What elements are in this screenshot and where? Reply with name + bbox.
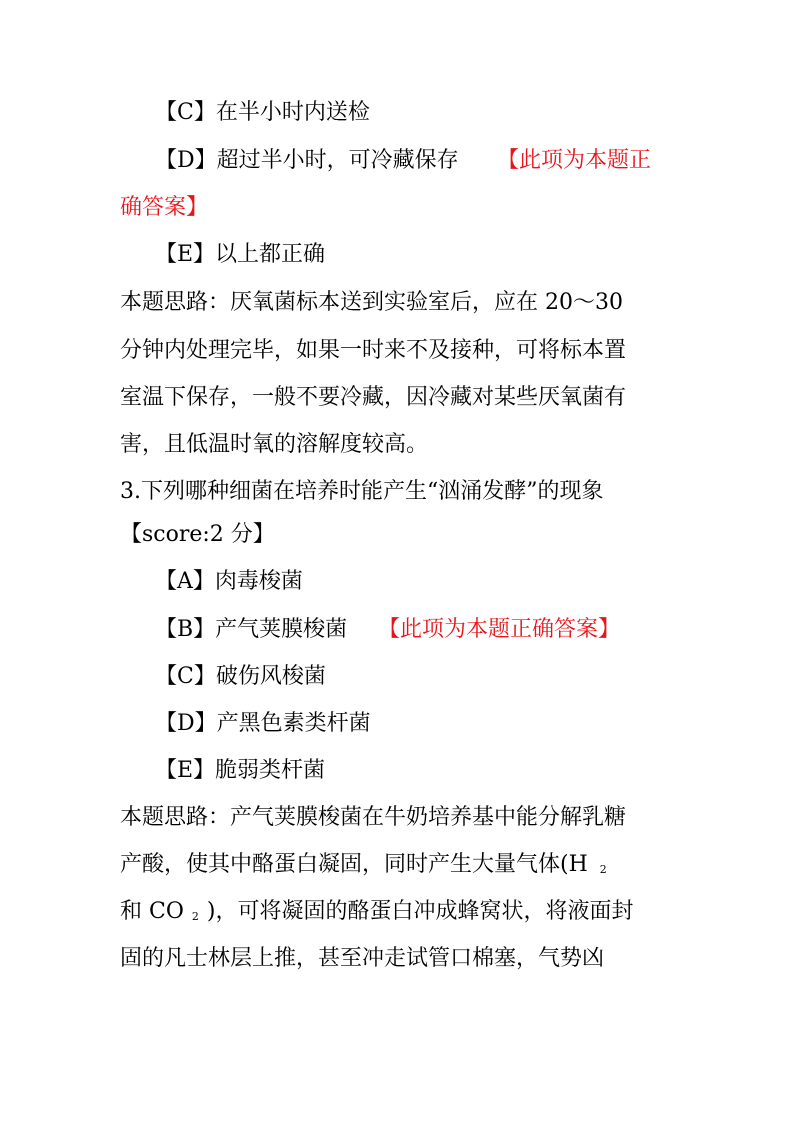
q3-score: 【score:2 分】 [120,522,275,547]
q3-explanation-line-1: 本题思路：产气荚膜梭菌在牛奶培养基中能分解乳糖 [120,805,627,830]
q3-explanation-line-3 [120,897,633,932]
subscript-2: 2 [599,863,607,876]
q3-option-b [155,615,621,645]
q3-explanation-line-3-start: 和 CO [120,899,184,924]
q3-option-e: 【E】脆弱类杆菌 [155,758,326,783]
q3-explanation-line-4: 固的凡士林层上推，甚至冲走试管口棉塞，气势凶 [120,946,605,971]
q3-option-d: 【D】产黑色素类杆菌 [155,711,371,736]
q3-question: 3.下列哪种细菌在培养时能产生“汹涌发酵”的现象 [120,479,604,504]
q3-explanation-line-3-end: )，可将凝固的酪蛋白冲成蜂窝状，将液面封 [206,899,634,924]
q3-explanation-line-2 [120,850,607,885]
q2-option-c: 【C】在半小时内送检 [155,100,370,125]
q2-option-d [155,146,652,176]
q2-explanation-line-3: 室温下保存，一般不要冷藏，因冷藏对某些厌氧菌有 [120,385,627,410]
subscript-2-co2: 2 [191,910,199,923]
q3-option-c: 【C】破伤风梭菌 [155,664,326,689]
q2-option-d-text: 【D】超过半小时，可冷藏保存 [155,148,459,173]
q3-option-b-text: 【B】产气荚膜梭菌 [155,617,348,642]
q2-answer-tag-continued: 确答案】 [120,195,209,220]
q2-explanation-line-2: 分钟内处理完毕，如果一时来不及接种，可将标本置 [120,338,627,363]
q3-answer-tag: 【此项为本题正确答案】 [378,617,621,642]
q3-explanation-line-2-text: 产酸，使其中酪蛋白凝固，同时产生大量气体(H [120,852,588,877]
q3-option-a: 【A】肉毒梭菌 [155,569,303,594]
q2-option-e: 【E】以上都正确 [155,242,326,267]
q2-explanation-line-1: 本题思路：厌氧菌标本送到实验室后，应在 20～30 [120,290,623,315]
q2-explanation-line-4: 害，且低温时氧的溶解度较高。 [120,432,429,457]
q2-answer-tag: 【此项为本题正 [497,148,652,173]
